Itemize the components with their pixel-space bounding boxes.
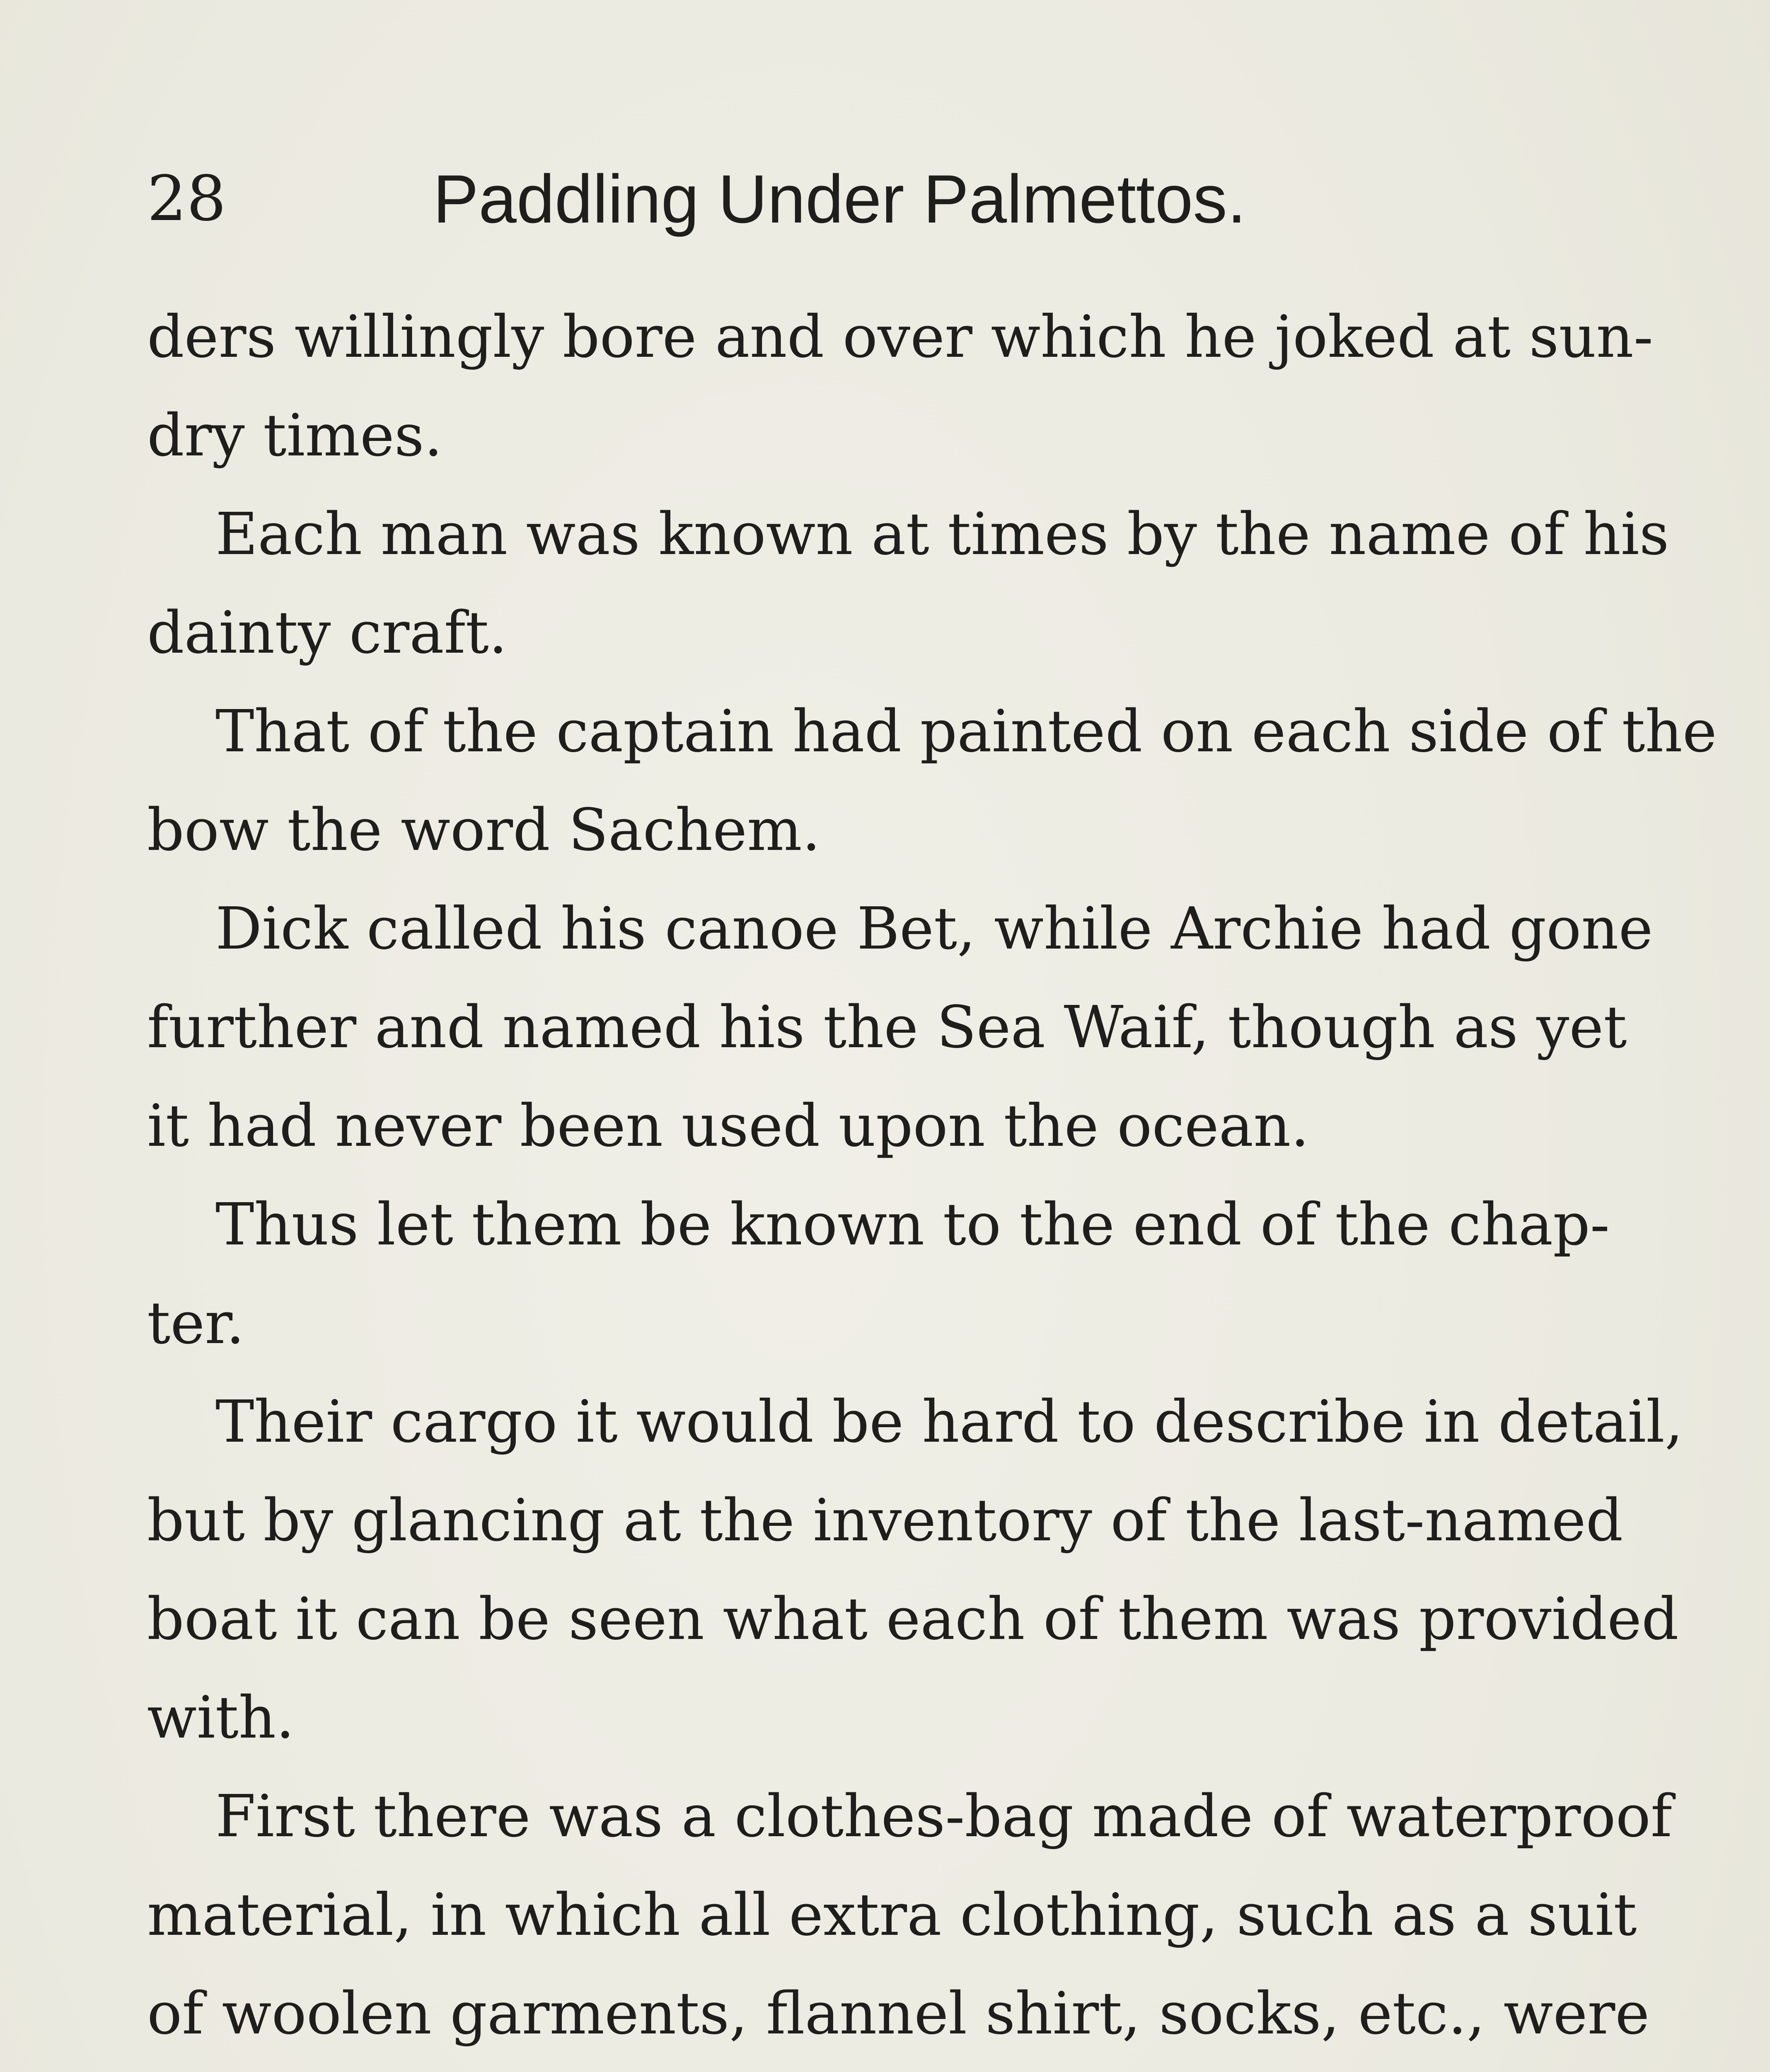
text-line: Dick called his canoe Bet, while Archie had gone xyxy=(215,895,1653,963)
text-line: That of the captain had painted on each side of the xyxy=(215,698,1717,765)
text-line: dry times. xyxy=(147,402,443,470)
text-line: bow the word Sachem. xyxy=(147,796,821,864)
text-line: dainty craft. xyxy=(147,599,508,667)
page-number: 28 xyxy=(147,163,226,235)
body-text xyxy=(147,288,1717,2072)
text-line: ders willingly bore and over which he joked at sun- xyxy=(147,303,1654,371)
text-line: with. xyxy=(147,1684,295,1752)
page-header xyxy=(147,149,1606,249)
running-title: Paddling Under Palmettos. xyxy=(433,161,1246,237)
text-line: boat it can be seen what each of them was provided xyxy=(147,1585,1679,1653)
text-line: ter. xyxy=(147,1290,245,1357)
text-line: further and named his the Sea Waif, though as yet xyxy=(147,994,1627,1061)
text-line xyxy=(147,2063,1610,2072)
text-line: of woolen garments, flannel shirt, socks, etc., were xyxy=(147,1980,1650,2048)
text-line: it had never been used upon the ocean. xyxy=(147,1092,1309,1160)
text-line: Thus let them be known to the end of the chap- xyxy=(215,1191,1610,1259)
text-line: but by glancing at the inventory of the last-named xyxy=(147,1487,1623,1554)
text-line: material, in which all extra clothing, such as a suit xyxy=(147,1881,1637,1949)
text-line: Their cargo it would be hard to describe in detail, xyxy=(215,1388,1683,1456)
text-line: Each man was known at times by the name of his xyxy=(215,501,1669,568)
text-line: First there was a clothes-bag made of waterproof xyxy=(215,1783,1672,1850)
